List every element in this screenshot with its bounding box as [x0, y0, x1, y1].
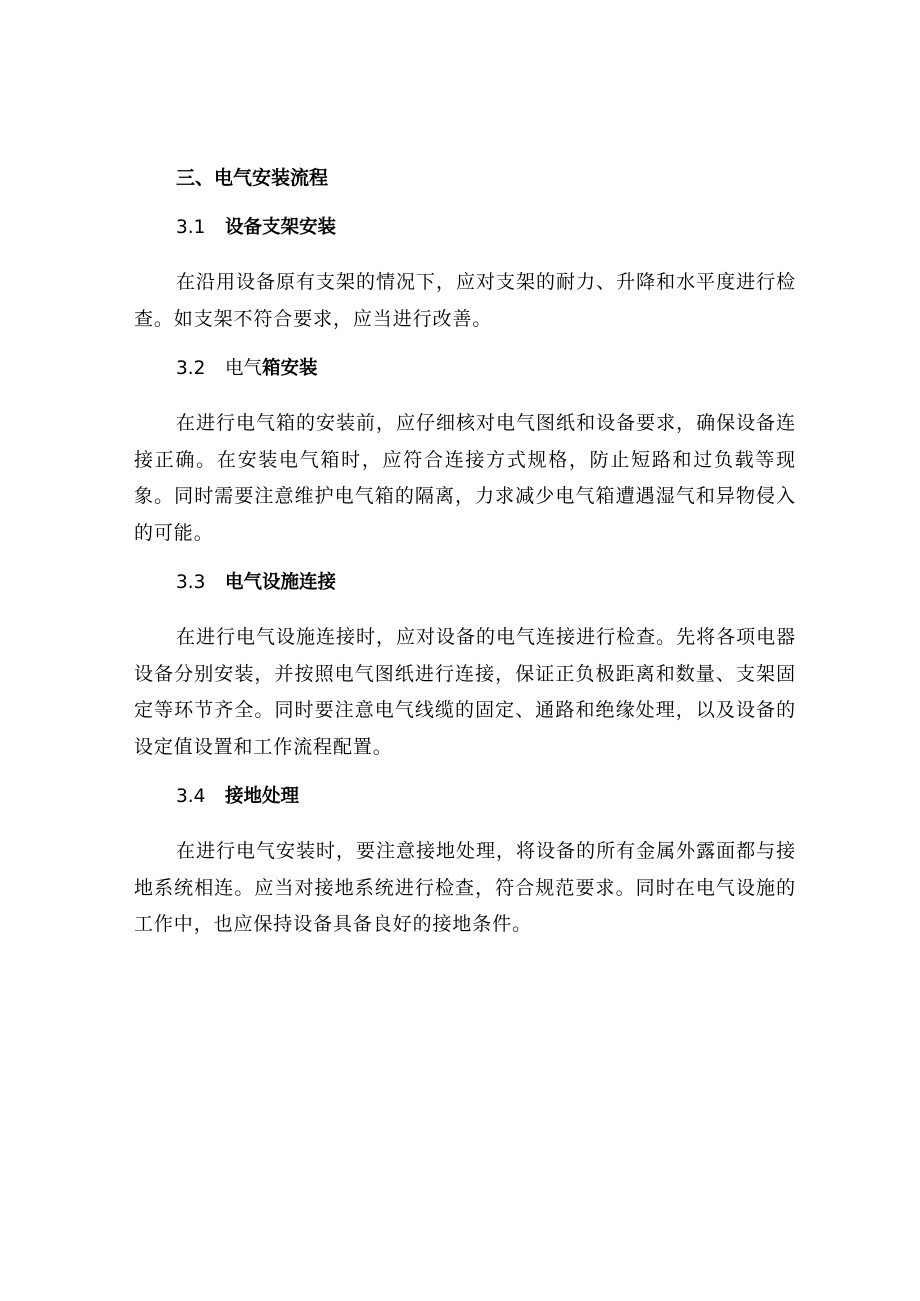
section-heading-3-4: [176, 779, 796, 815]
section-body-3-2: 在进行电气箱的安装前，应仔细核对电气图纸和设备要求，确保设备连接正确。在安装电气箱时，应符合连接方式规格，防止短路和过负载等现象。同时需要注意维护电气箱的隔离，力求减少电气箱遭遇湿气和异物侵入的可能。: [134, 412, 796, 544]
document-content: [134, 160, 796, 943]
section-title: 箱安装: [262, 358, 318, 379]
section-number: 3.1: [176, 217, 206, 238]
section-body-3-1: 在沿用设备原有支架的情况下，应对支架的耐力、升降和水平度进行检查。如支架不符合要求，应当进行改善。: [134, 271, 796, 330]
section-heading-3-1: [176, 210, 796, 246]
section-number: 3.3: [176, 572, 206, 593]
section-title-prefix: 电气: [225, 358, 263, 379]
section-body-3-3: 在进行电气设施连接时，应对设备的电气连接进行检查。先将各项电器设备分别安装，并按照电气图纸进行连接，保证正负极距离和数量、支架固定等环节齐全。同时要注意电气线缆的固定、通路和绝缘处理，以及设备的设定值设置和工作流程配置。: [134, 626, 796, 758]
section-heading-3-3: [176, 565, 796, 601]
section-title: 电气设施连接: [225, 572, 337, 593]
section-heading-3-2: [176, 351, 796, 387]
chapter-heading: 三、电气安装流程: [176, 167, 329, 189]
section-body-3-4: 在进行电气安装时，要注意接地处理，将设备的所有金属外露面都与接地系统相连。应当对接地系统进行检查，符合规范要求。同时在电气设施的工作中，也应保持设备具备良好的接地条件。: [134, 840, 796, 935]
section-title: 接地处理: [225, 786, 300, 807]
section-number: 3.4: [176, 786, 206, 807]
section-title: 设备支架安装: [225, 217, 337, 238]
section-number: 3.2: [176, 358, 206, 379]
